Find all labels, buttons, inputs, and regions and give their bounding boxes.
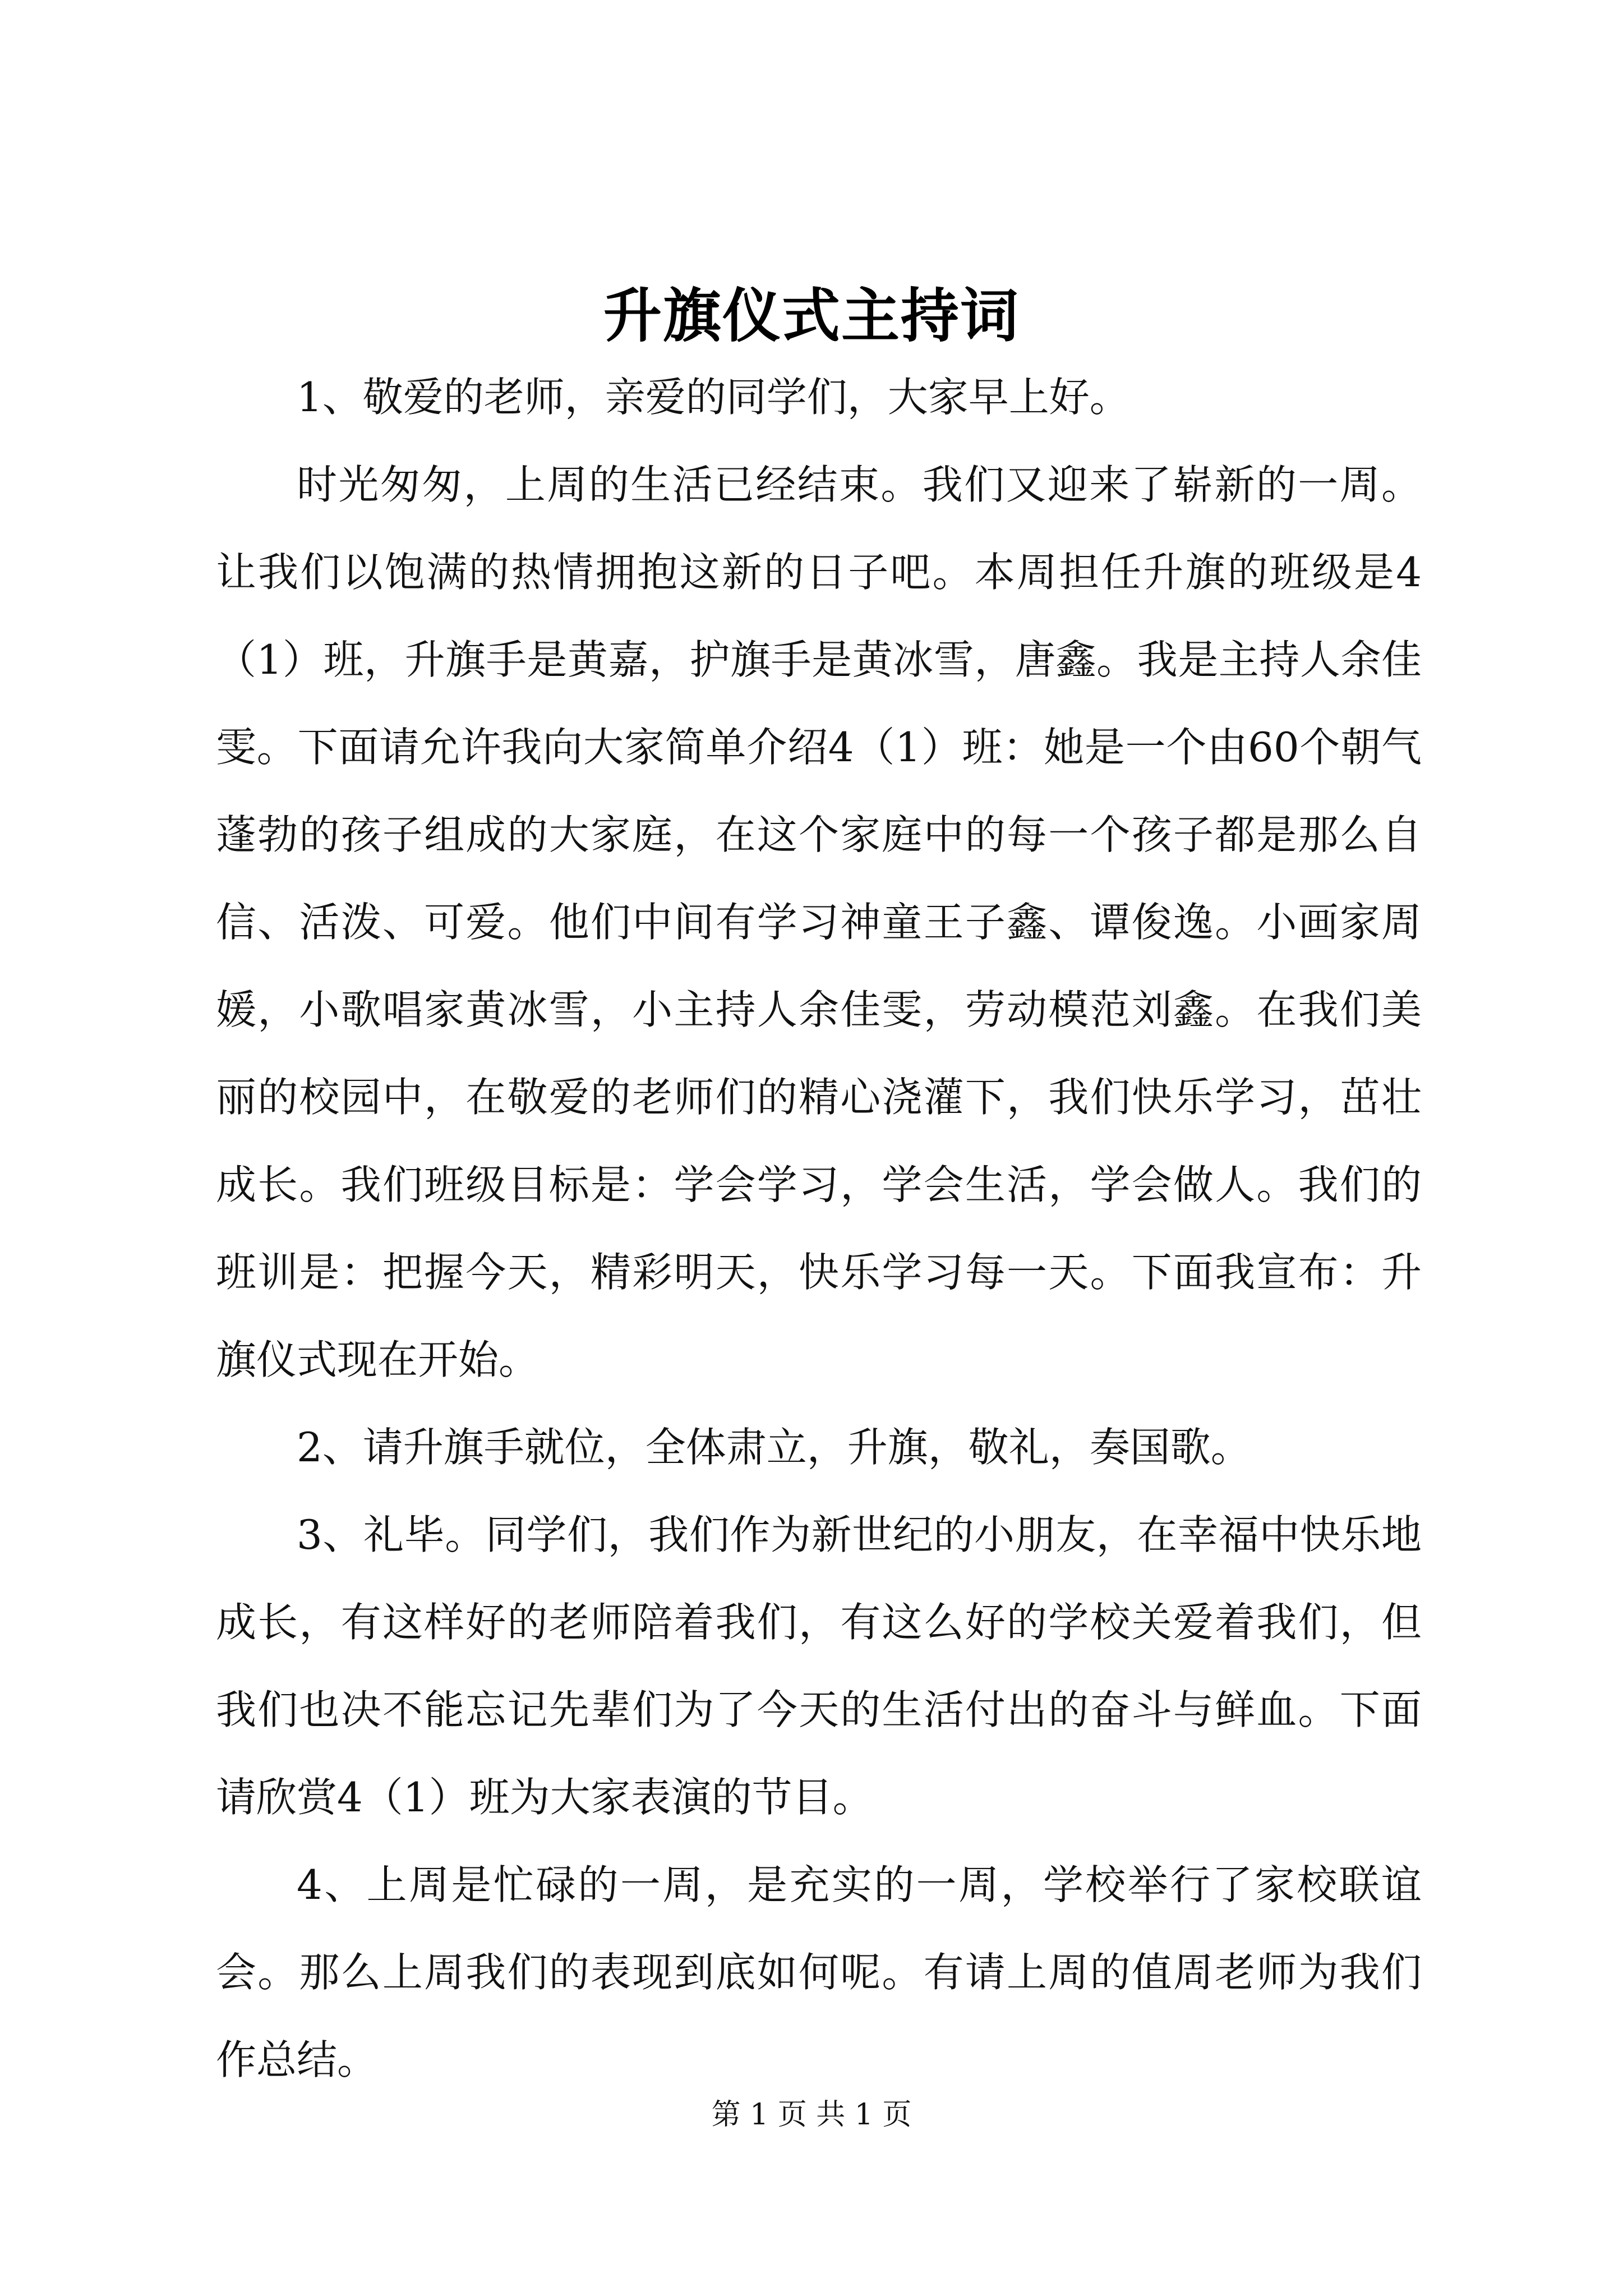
paragraph-1: 1、敬爱的老师，亲爱的同学们，大家早上好。 <box>297 374 1130 421</box>
paragraph-3: 2、请升旗手就位，全体肃立，升旗，敬礼，奏国歌。 <box>297 1424 1251 1471</box>
paragraph-2: 时光匆匆，上周的生活已经结束。我们又迎来了崭新的一周。让我们以饱满的热情拥抱这新的日子吧。本周担任升旗的班级是4（1）班，升旗手是黄嘉，护旗手是黄冰雪，唐鑫。我是主持人余佳雯。下面请允许我向大家简单介绍4（1）班：她是一个由60个朝气蓬勃的孩子组成的大家庭，在这个家庭中的每一个孩子都是那么自信、活泼、可爱。他们中间有学习神童王子鑫、谭俊逸。小画家周媛，小歌唱家黄冰雪，小主持人余佳雯，劳动模范刘鑫。在我们美丽的校园中，在敬爱的老师们的精心浇灌下，我们快乐学习，茁壮成长。我们班级目标是：学会学习，学会生活，学会做人。我们的班训是：把握今天，精彩明天，快乐学习每一天。下面我宣布：升旗仪式现在开始。 <box>216 461 1422 1383</box>
paragraph-4: 3、礼毕。同学们，我们作为新世纪的小朋友，在幸福中快乐地成长，有这样好的老师陪着我们，有这么好的学校关爱着我们，但我们也决不能忘记先辈们为了今天的生活付出的奋斗与鲜血。下面请欣赏4（1）班为大家表演的节目。 <box>216 1511 1422 1821</box>
document-body <box>216 353 1422 2104</box>
paragraph-5: 4、上周是忙碌的一周，是充实的一周，学校举行了家校联谊会。那么上周我们的表现到底如何呢。有请上周的值周老师为我们作总结。 <box>216 1861 1422 2083</box>
page-footer: 第 1 页 共 1 页 <box>711 2098 912 2132</box>
document-title: 升旗仪式主持词 <box>603 281 1020 350</box>
